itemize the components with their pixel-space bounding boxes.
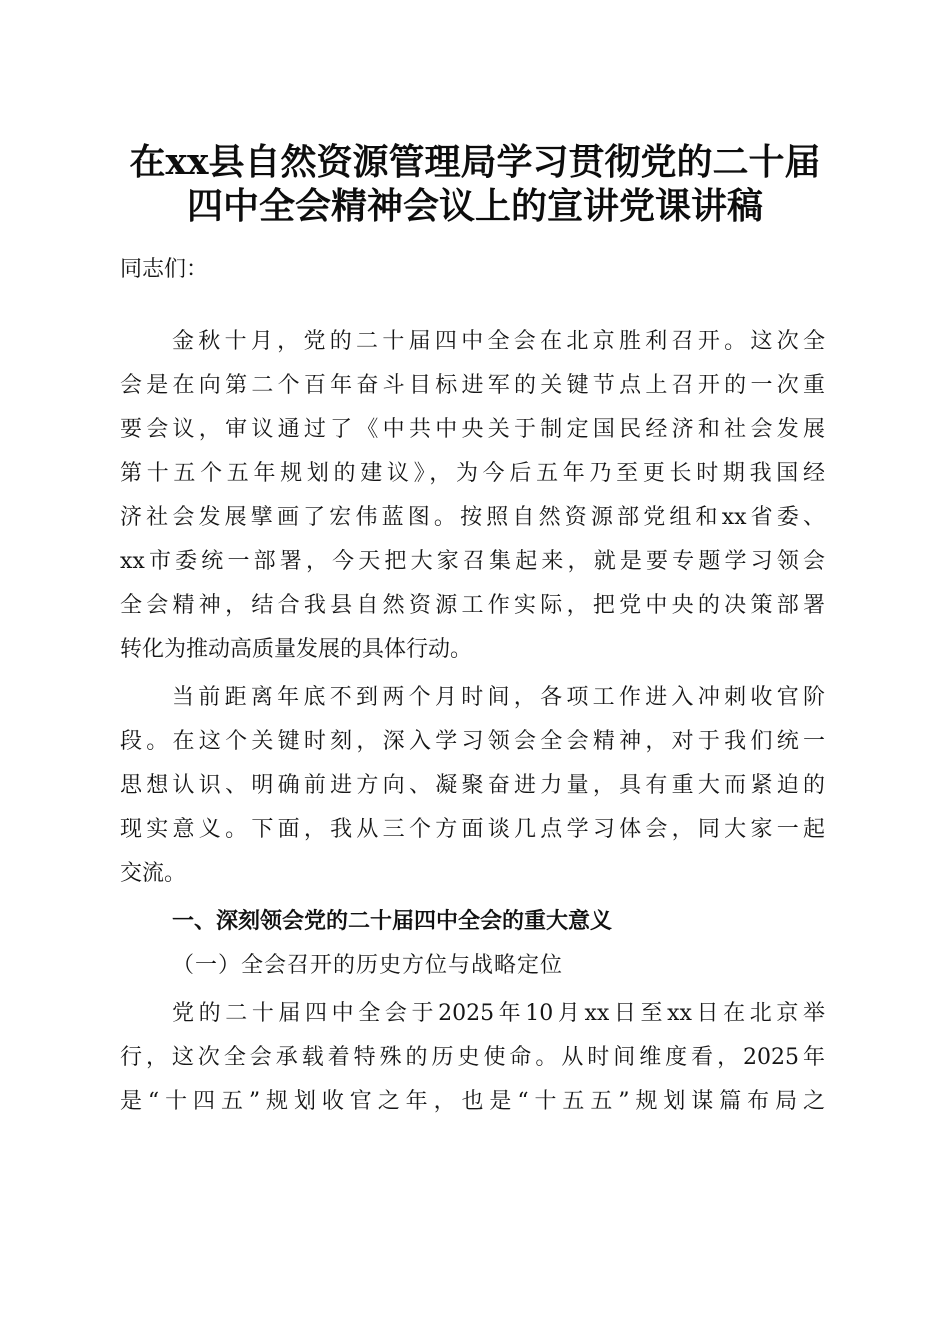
paragraph-line: 要会议，审议通过了《中共中央关于制定国民经济和社会发展 <box>120 417 825 442</box>
paragraph-line: 党的二十届四中全会于2025年10月xx日至xx日在北京举 <box>172 1001 825 1026</box>
paragraph-line: 行，这次全会承载着特殊的历史使命。从时间维度看，2025年 <box>120 1045 825 1070</box>
subsection-heading: （一）全会召开的历史方位与战略定位 <box>172 953 564 978</box>
paragraph-line: 济社会发展擘画了宏伟蓝图。按照自然资源部党组和xx省委、 <box>120 505 825 530</box>
paragraph-line: 交流。 <box>120 861 187 886</box>
paragraph-line: 当前距离年底不到两个月时间，各项工作进入冲刺收官阶 <box>172 685 825 710</box>
paragraph-line: 思想认识、明确前进方向、凝聚奋进力量，具有重大而紧迫的 <box>120 773 825 798</box>
salutation: 同志们： <box>120 257 209 282</box>
paragraph-line: 现实意义。下面，我从三个方面谈几点学习体会，同大家一起 <box>120 817 825 842</box>
paragraph-line: 第十五个五年规划的建议》，为今后五年乃至更长时期我国经 <box>120 461 825 486</box>
document-title-line-1: 在xx县自然资源管理局学习贯彻党的二十届 <box>129 141 821 183</box>
paragraph-line: 是“十四五”规划收官之年，也是“十五五”规划谋篇布局之 <box>120 1089 825 1114</box>
paragraph-line: xx市委统一部署，今天把大家召集起来，就是要专题学习领会 <box>120 549 825 574</box>
paragraph-line: 段。在这个关键时刻，深入学习领会全会精神，对于我们统一 <box>120 729 825 754</box>
paragraph-line: 金秋十月，党的二十届四中全会在北京胜利召开。这次全 <box>172 329 825 354</box>
section-heading: 一、深刻领会党的二十届四中全会的重大意义 <box>172 909 613 934</box>
document-title-line-2: 四中全会精神会议上的宣讲党课讲稿 <box>186 185 763 227</box>
paragraph-line: 全会精神，结合我县自然资源工作实际，把党中央的决策部署 <box>120 593 825 618</box>
paragraph-line: 转化为推动高质量发展的具体行动。 <box>120 637 473 662</box>
paragraph-line: 会是在向第二个百年奋斗目标进军的关键节点上召开的一次重 <box>120 373 825 398</box>
